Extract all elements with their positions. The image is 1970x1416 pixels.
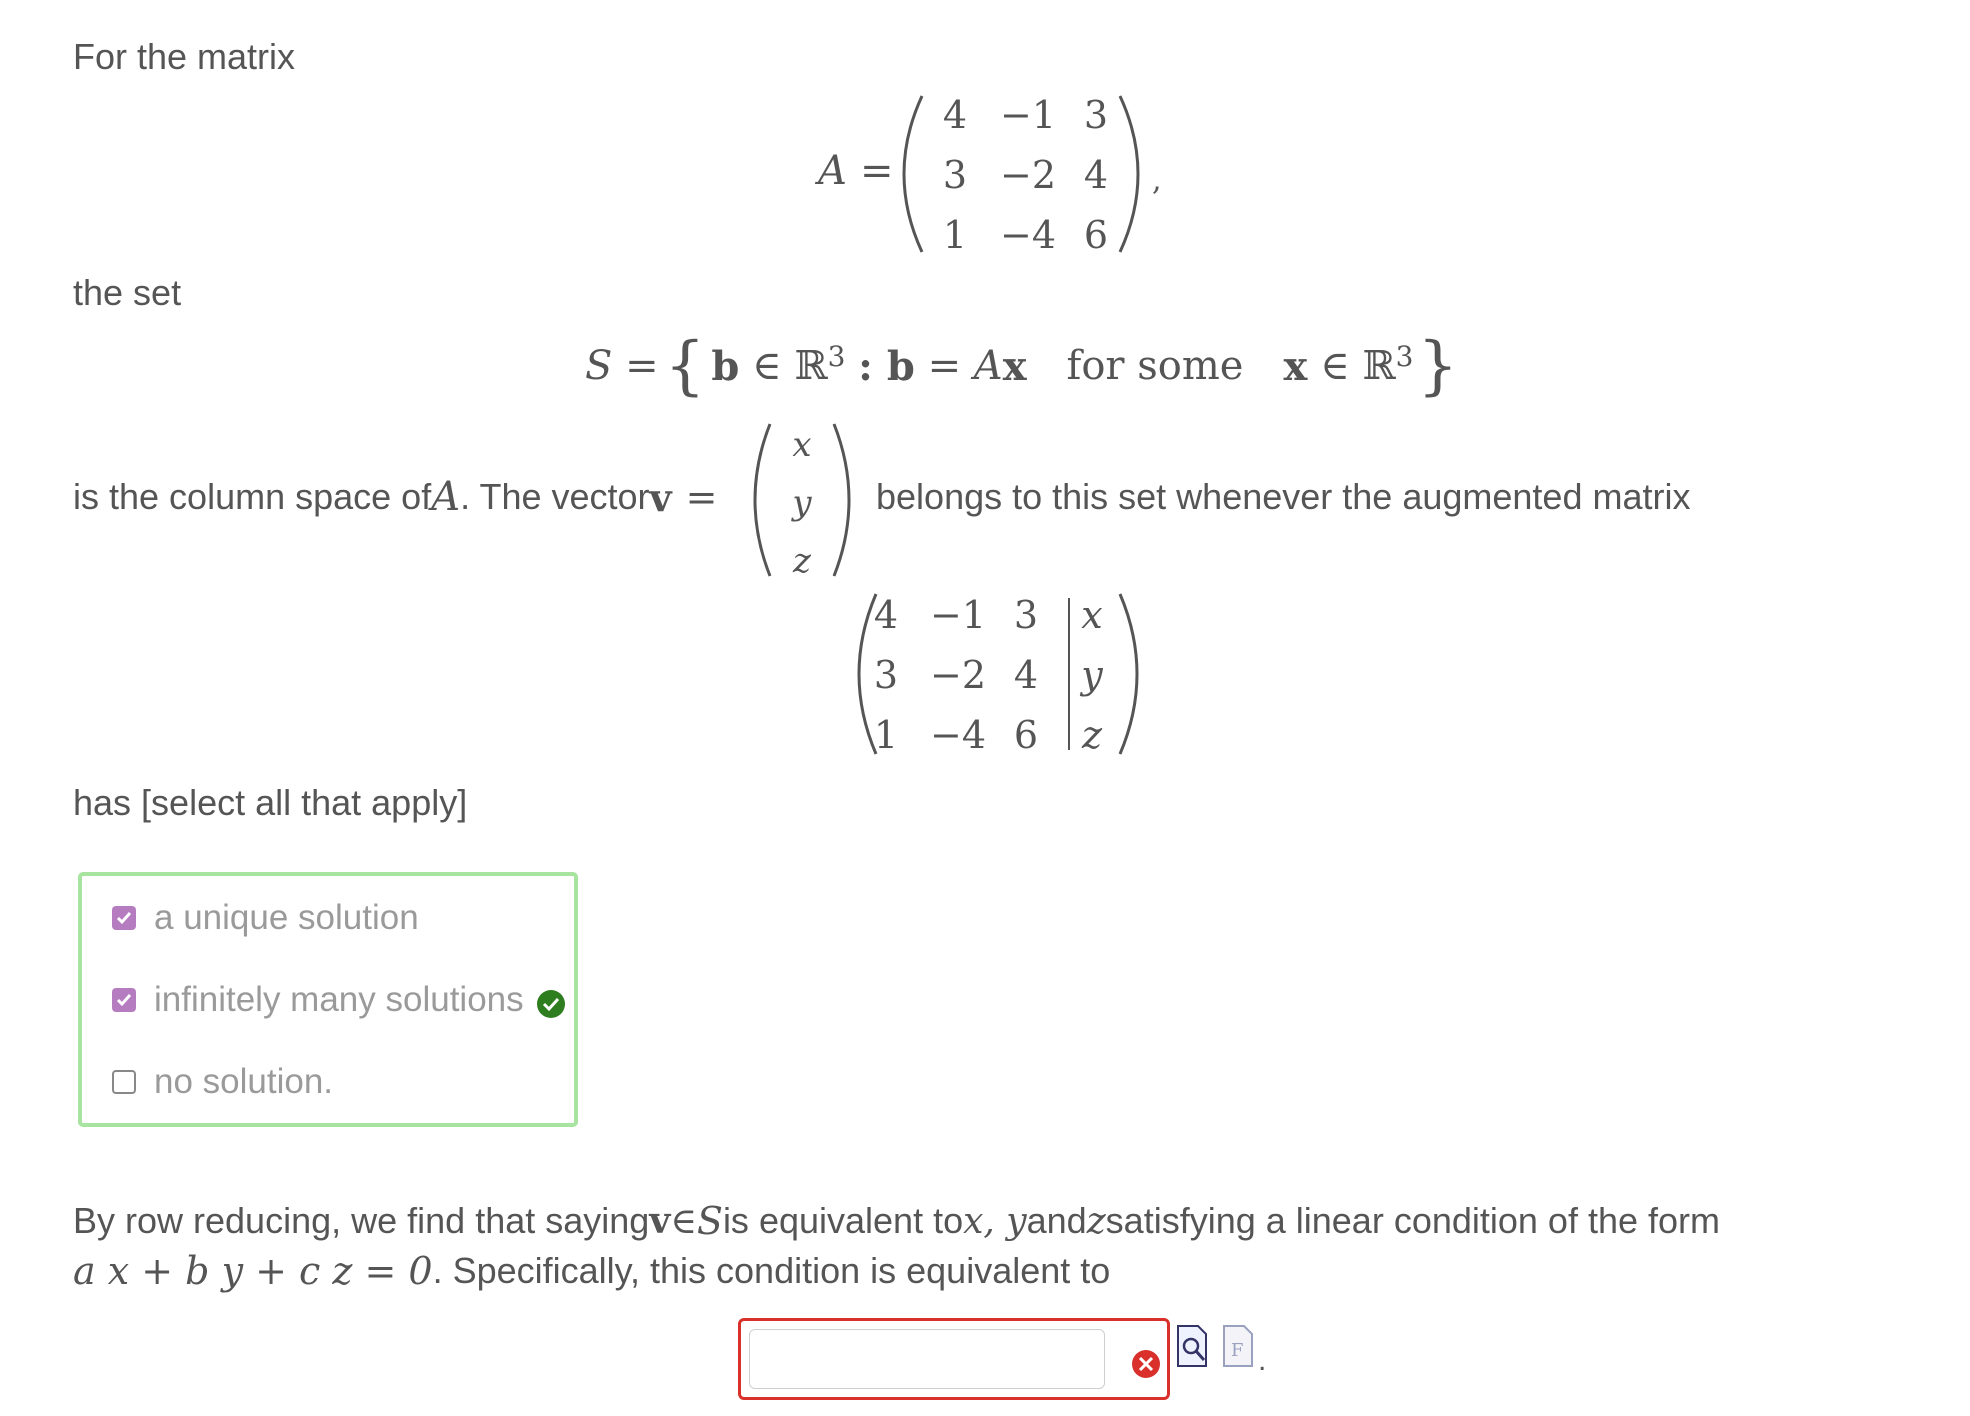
vector-xyz [742, 418, 862, 582]
aug-entry: −4 [929, 713, 987, 757]
aug-entry: 1 [873, 713, 899, 757]
the-set-text: the set [73, 272, 182, 313]
preview-icon[interactable] [1176, 1324, 1210, 1368]
choice-label: a unique solution [154, 898, 419, 937]
check-mark-icon [115, 991, 133, 1009]
left-brace: { [664, 329, 706, 403]
row-reduce-line-2 [73, 1248, 1110, 1294]
matrix-entry: −1 [999, 93, 1057, 137]
left-paren [904, 96, 922, 252]
format-help-icon[interactable] [1222, 1324, 1256, 1368]
rr-S: S [696, 1199, 723, 1243]
col-space-A: A [431, 474, 461, 520]
svg-text:,: , [1152, 163, 1162, 198]
matrix-entry: 1 [942, 213, 968, 257]
aug-entry: 3 [1013, 593, 1039, 637]
matrix-entry: −4 [999, 213, 1057, 257]
set-S: S [585, 343, 613, 389]
check-circle-icon [536, 989, 566, 1019]
colon-b: : b [858, 342, 915, 390]
exponent2: 3 [1395, 339, 1414, 373]
augmented-matrix [846, 586, 1156, 764]
choice-label: no solution. [154, 1062, 334, 1101]
checkbox-infinite[interactable] [112, 988, 136, 1012]
rr-p5: . Specifically, this condition is equivalent to [432, 1250, 1111, 1291]
aug-entry: 4 [1013, 653, 1039, 697]
belongs-text: belongs to this set whenever the augmented matrix [876, 476, 1691, 517]
select-prompt: has [select all that apply] [73, 782, 468, 823]
svg-text:F: F [1231, 1340, 1244, 1361]
answer-input[interactable] [749, 1329, 1105, 1389]
matrix-A-entries [943, 93, 1108, 257]
matrix-entry: 6 [1083, 213, 1109, 257]
matrix-entry: 4 [1083, 153, 1109, 197]
right-paren [1120, 96, 1138, 252]
aug-entry: 4 [873, 593, 899, 637]
rr-xy: x, y [963, 1200, 1027, 1242]
right-brace: } [1417, 329, 1459, 403]
vector-entries [790, 425, 812, 581]
matrix-entry: 3 [942, 153, 968, 197]
exponent: 3 [827, 339, 846, 373]
rr-p3: and [1026, 1200, 1087, 1241]
col-space-text-2: . The vector [460, 476, 650, 517]
aug-entry: z [1081, 713, 1103, 757]
set-b: b [711, 342, 740, 390]
vector-v: v [649, 474, 672, 520]
aug-entry: 6 [1013, 713, 1039, 757]
choices-group [78, 872, 578, 1127]
error-x-icon [1131, 1349, 1161, 1379]
aug-entry: −2 [929, 653, 987, 697]
aug-right-paren [1120, 594, 1137, 754]
eq-A: = A [927, 343, 1003, 389]
vector-entry: x [792, 425, 812, 465]
choice-none[interactable] [112, 1062, 333, 1102]
rr-z: z [1086, 1200, 1106, 1242]
in-R: ∈ ℝ [752, 343, 828, 389]
matrix-entry: 4 [942, 93, 968, 137]
column-space-sentence: is the column space of A . The vector v = [73, 474, 718, 520]
choice-unique[interactable] [112, 898, 419, 938]
aug-entry: −1 [929, 593, 987, 637]
aug-entry: 3 [873, 653, 899, 697]
col-space-text-1: is the column space of [73, 476, 432, 517]
rr-in: ∈ [670, 1200, 697, 1242]
vector-entry: y [792, 483, 812, 523]
checkbox-unique[interactable] [112, 906, 136, 930]
set-x: x [1002, 342, 1027, 390]
choice-label: infinitely many solutions [154, 980, 524, 1019]
answer-box [738, 1318, 1170, 1400]
matrix-A-name: A [818, 148, 847, 194]
matrix-entry: −2 [999, 153, 1057, 197]
rr-form: a x + b y + c z = 0 [73, 1249, 433, 1293]
vec-right-paren [834, 424, 849, 576]
rr-p1: By row reducing, we find that saying [73, 1200, 650, 1241]
vec-left-paren [755, 424, 770, 576]
checkbox-none[interactable] [112, 1070, 136, 1094]
set-x2: x [1283, 342, 1308, 390]
check-mark-icon [115, 909, 133, 927]
matrix-entry: 3 [1083, 93, 1109, 137]
row-reduce-line-1 [73, 1198, 1720, 1244]
svg-text:=: = [860, 148, 894, 194]
rr-p2: is equivalent to [722, 1200, 964, 1241]
choice-infinite[interactable] [112, 980, 566, 1020]
aug-entry: y [1081, 653, 1103, 697]
matrix-A-block [810, 88, 1190, 260]
for-some: for some [1066, 343, 1244, 389]
intro-text: For the matrix [73, 36, 296, 77]
in-R2: ∈ ℝ [1320, 343, 1396, 389]
vector-entry: z [793, 541, 811, 581]
aug-entry: x [1081, 593, 1103, 637]
rr-v: v [649, 1200, 671, 1242]
set-definition: S = { b ∈ ℝ $^3$ : b = A x for some x ∈ ℝ $^3$ } [585, 329, 1459, 403]
matrix-A [810, 88, 1190, 260]
rr-p4: satisfying a linear condition of the form [1105, 1200, 1720, 1241]
